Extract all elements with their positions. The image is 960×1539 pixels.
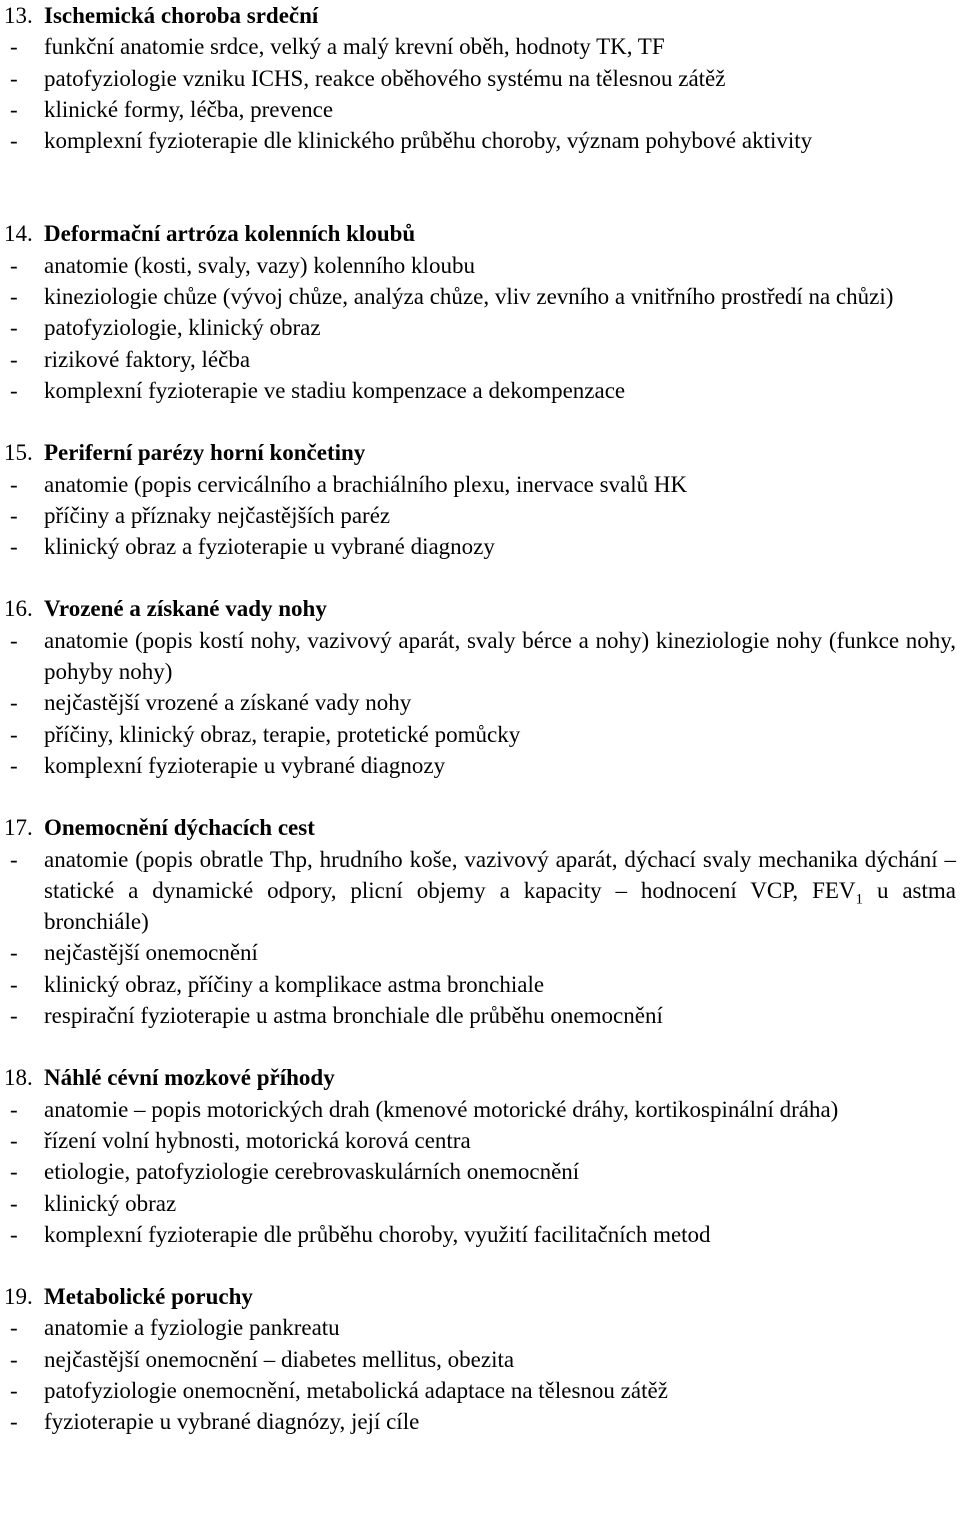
list-item-text: etiologie, patofyziologie cerebrovaskulárních onemocnění — [44, 1159, 580, 1185]
list-dash: - — [10, 252, 18, 278]
list-item — [4, 31, 956, 62]
list-item — [4, 344, 956, 375]
section-title: Náhlé cévní mozkové příhody — [44, 1065, 335, 1091]
list-item-text: anatomie (kosti, svaly, vazy) kolenního kloubu — [44, 252, 475, 278]
list-item — [4, 250, 956, 281]
list-dash: - — [10, 846, 18, 872]
item-list — [4, 1094, 956, 1250]
section-19 — [4, 1281, 956, 1437]
list-item-text: komplexní fyzioterapie dle průběhu choroby, využití facilitačních metod — [44, 1221, 711, 1247]
list-item — [4, 625, 956, 688]
list-item — [4, 1156, 956, 1187]
item-list — [4, 1312, 956, 1437]
list-dash: - — [10, 940, 18, 966]
list-item — [4, 1375, 956, 1406]
section-title: Onemocnění dýchacích cest — [44, 815, 315, 841]
section-heading — [4, 437, 956, 468]
section-heading — [4, 812, 956, 843]
list-item — [4, 1344, 956, 1375]
list-item-text: příčiny a příznaky nejčastějších paréz — [44, 502, 391, 528]
section-13 — [4, 0, 956, 156]
list-item — [4, 281, 956, 312]
section-17 — [4, 812, 956, 1031]
list-item — [4, 719, 956, 750]
list-item-text: respirační fyzioterapie u astma bronchiale dle průběhu onemocnění — [44, 1003, 663, 1029]
section-title: Vrozené a získané vady nohy — [44, 596, 327, 622]
section-title: Metabolické poruchy — [44, 1284, 253, 1310]
list-item-text: klinický obraz a fyzioterapie u vybrané diagnozy — [44, 534, 495, 560]
list-dash: - — [10, 534, 18, 560]
list-item-text: komplexní fyzioterapie dle klinického průběhu choroby, význam pohybové aktivity — [44, 128, 813, 154]
section-number: 14. — [4, 221, 33, 247]
list-item-text: anatomie (popis kostí nohy, vazivový aparát, svaly bérce a nohy) kineziologie nohy (funkce nohy, pohyby nohy) — [44, 627, 956, 685]
section-spacer — [4, 1250, 956, 1281]
list-item — [4, 750, 956, 781]
list-dash: - — [10, 1315, 18, 1341]
list-dash: - — [10, 1190, 18, 1216]
list-dash: - — [10, 315, 18, 341]
list-item-text: patofyziologie vzniku ICHS, reakce oběhového systému na tělesnou zátěž — [44, 65, 726, 91]
section-spacer — [4, 1031, 956, 1062]
section-number: 13. — [4, 3, 33, 28]
list-item-text: klinické formy, léčba, prevence — [44, 96, 334, 122]
list-item-text: patofyziologie onemocnění, metabolická adaptace na tělesnou zátěž — [44, 1377, 668, 1403]
list-dash: - — [10, 471, 18, 497]
list-item — [4, 1406, 956, 1437]
section-title: Periferní parézy horní končetiny — [44, 440, 366, 466]
list-item — [4, 531, 956, 562]
list-item-text: klinický obraz, příčiny a komplikace astma bronchiale — [44, 971, 545, 997]
list-item-text: příčiny, klinický obraz, terapie, protetické pomůcky — [44, 721, 521, 747]
list-dash: - — [10, 752, 18, 778]
list-dash: - — [10, 34, 18, 60]
section-number: 16. — [4, 596, 33, 622]
list-item — [4, 375, 956, 406]
item-list — [4, 625, 956, 781]
list-item-text: nejčastější vrozené a získané vady nohy — [44, 690, 412, 716]
section-spacer — [4, 406, 956, 437]
section-title: Deformační artróza kolenních kloubů — [44, 221, 416, 247]
list-dash: - — [10, 1159, 18, 1185]
list-item-text: nejčastější onemocnění — [44, 940, 258, 966]
section-spacer — [4, 781, 956, 812]
list-item-text: komplexní fyzioterapie ve stadiu kompenzace a dekompenzace — [44, 377, 626, 403]
list-item — [4, 125, 956, 156]
list-item — [4, 1312, 956, 1343]
list-item-text: nejčastější onemocnění – diabetes mellitus, obezita — [44, 1346, 515, 1372]
fev-subscript: 1 — [855, 891, 864, 908]
list-item — [4, 500, 956, 531]
list-dash: - — [10, 1409, 18, 1435]
list-item-text: funkční anatomie srdce, velký a malý krevní oběh, hodnoty TK, TF — [44, 34, 665, 60]
list-item — [4, 1125, 956, 1156]
list-item-text: anatomie a fyziologie pankreatu — [44, 1315, 340, 1341]
section-14 — [4, 218, 956, 406]
section-number: 17. — [4, 815, 33, 841]
list-item-text-suffix: u astma bronchiále) — [44, 877, 956, 935]
list-item — [4, 1094, 956, 1125]
item-list — [4, 469, 956, 563]
section-heading — [4, 218, 956, 249]
list-dash: - — [10, 721, 18, 747]
list-dash: - — [10, 1127, 18, 1153]
section-heading — [4, 0, 956, 31]
section-title: Ischemická choroba srdeční — [44, 3, 319, 28]
section-16 — [4, 593, 956, 781]
section-18 — [4, 1062, 956, 1250]
section-15 — [4, 437, 956, 562]
list-dash: - — [10, 1377, 18, 1403]
list-dash: - — [10, 690, 18, 716]
list-item — [4, 844, 956, 938]
item-list — [4, 31, 956, 156]
list-item-text: anatomie (popis cervicálního a brachiálního plexu, inervace svalů HK — [44, 471, 688, 497]
section-spacer — [4, 156, 956, 218]
item-list — [4, 250, 956, 406]
list-item-text — [44, 844, 956, 938]
section-number: 15. — [4, 440, 33, 466]
list-item — [4, 1219, 956, 1250]
list-item-text: kineziologie chůze (vývoj chůze, analýza chůze, vliv zevního a vnitřního prostředí na chůzi) — [44, 284, 894, 310]
list-item — [4, 1000, 956, 1031]
list-dash: - — [10, 284, 18, 310]
list-dash: - — [10, 346, 18, 372]
section-number: 18. — [4, 1065, 33, 1091]
list-item-text: rizikové faktory, léčba — [44, 346, 251, 372]
list-item — [4, 687, 956, 718]
list-dash: - — [10, 502, 18, 528]
list-item — [4, 63, 956, 94]
section-heading — [4, 593, 956, 624]
section-heading — [4, 1062, 956, 1093]
list-item — [4, 94, 956, 125]
list-dash: - — [10, 1221, 18, 1247]
list-dash: - — [10, 971, 18, 997]
list-item — [4, 969, 956, 1000]
list-dash: - — [10, 65, 18, 91]
section-heading — [4, 1281, 956, 1312]
list-item-text: fyzioterapie u vybrané diagnózy, její cíle — [44, 1409, 420, 1435]
list-dash: - — [10, 1003, 18, 1029]
list-item — [4, 937, 956, 968]
list-item-text: klinický obraz — [44, 1190, 177, 1216]
list-dash: - — [10, 96, 18, 122]
section-number: 19. — [4, 1284, 33, 1310]
list-item-text: patofyziologie, klinický obraz — [44, 315, 321, 341]
list-item-text: řízení volní hybnosti, motorická korová centra — [44, 1127, 471, 1153]
list-item — [4, 1188, 956, 1219]
list-dash: - — [10, 377, 18, 403]
item-list — [4, 844, 956, 1032]
list-item — [4, 312, 956, 343]
list-dash: - — [10, 627, 18, 653]
list-item-text: komplexní fyzioterapie u vybrané diagnozy — [44, 752, 446, 778]
list-item — [4, 469, 956, 500]
list-dash: - — [10, 128, 18, 154]
section-spacer — [4, 562, 956, 593]
list-item-text: anatomie – popis motorických drah (kmenové motorické dráhy, kortikospinální dráha) — [44, 1096, 839, 1122]
list-dash: - — [10, 1346, 18, 1372]
list-dash: - — [10, 1096, 18, 1122]
list-item-text-main: anatomie (popis obratle Thp, hrudního koše, vazivový aparát, dýchací svaly mechanika dýchání – statické a dynamické odpory, plicní objemy a kapacity – hodnocení VCP, FEV — [44, 846, 956, 903]
